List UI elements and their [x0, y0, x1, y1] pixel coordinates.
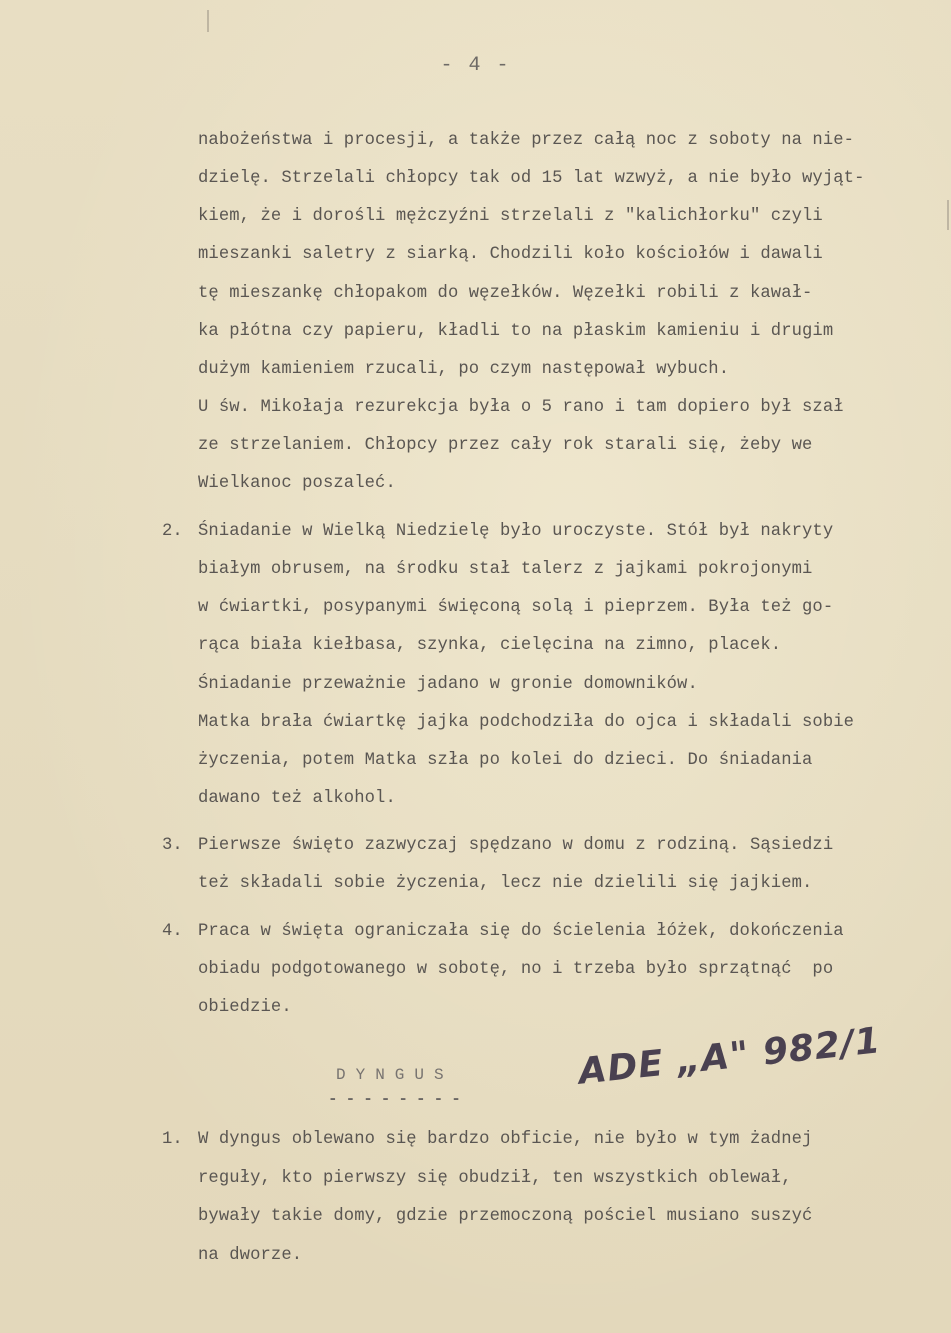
text-line: kiem, że i dorośli mężczyźni strzelali z "kalichłorku" czyli: [198, 207, 823, 226]
text-line: U św. Mikołaja rezurekcja była o 5 rano i tam dopiero był szał: [198, 398, 844, 417]
paper-mark: [207, 10, 209, 32]
text-line: ze strzelaniem. Chłopcy przez cały rok starali się, żeby we: [198, 436, 813, 455]
text-line: Praca w święta ograniczała się do ścielenia łóżek, dokończenia: [198, 922, 844, 941]
text-line: Śniadanie przeważnie jadano w gronie domowników.: [198, 675, 698, 694]
item-number: 4.: [162, 922, 183, 941]
text-line: obiedzie.: [198, 998, 292, 1017]
text-line: Matka brała ćwiartkę jajka podchodziła do ojca i składali sobie: [198, 713, 855, 732]
text-line: życzenia, potem Matka szła po kolei do dzieci. Do śniadania: [198, 751, 813, 770]
text-line: Wielkanoc poszaleć.: [198, 474, 396, 493]
text-line: dzielę. Strzelali chłopcy tak od 15 lat wzwyż, a nie było wyjąt-: [198, 169, 865, 188]
text-line: na dworze.: [198, 1246, 303, 1265]
item-number: 1.: [162, 1130, 183, 1149]
text-line: Śniadanie w Wielką Niedzielę było uroczyste. Stół był nakryty: [198, 522, 834, 541]
text-line: w ćwiartki, posypanymi święconą solą i pieprzem. Była też go-: [198, 598, 834, 617]
text-line: ka płótna czy papieru, kładli to na płaskim kamieniu i drugim: [198, 322, 834, 341]
text-line: dużym kamieniem rzucali, po czym następował wybuch.: [198, 360, 730, 379]
item-number: 2.: [162, 522, 183, 541]
text-line: dawano też alkohol.: [198, 789, 396, 808]
paper-mark: [947, 200, 949, 230]
heading-underline: --------: [328, 1090, 469, 1108]
text-line: bywały takie domy, gdzie przemoczoną pościel musiano suszyć: [198, 1207, 813, 1226]
text-line: W dyngus oblewano się bardzo obficie, nie było w tym żadnej: [198, 1130, 813, 1149]
page-number: - 4 -: [440, 54, 511, 77]
text-line: obiadu podgotowanego w sobotę, no i trzeba było sprzątnąć po: [198, 960, 834, 979]
text-line: nabożeństwa i procesji, a także przez całą noc z soboty na nie-: [198, 131, 855, 150]
text-line: tę mieszankę chłopakom do węzełków. Węzełki robili z kawał-: [198, 284, 813, 303]
section-heading: DYNGUS: [336, 1066, 454, 1084]
text-line: reguły, kto pierwszy się obudził, ten wszystkich oblewał,: [198, 1169, 792, 1188]
text-line: Pierwsze święto zazwyczaj spędzano w domu z rodziną. Sąsiedzi: [198, 836, 834, 855]
item-number: 3.: [162, 836, 183, 855]
text-line: mieszanki saletry z siarką. Chodzili koło kościołów i dawali: [198, 245, 823, 264]
text-line: białym obrusem, na środku stał talerz z jajkami pokrojonymi: [198, 560, 813, 579]
text-line: rąca biała kiełbasa, szynka, cielęcina na zimno, placek.: [198, 636, 782, 655]
text-line: też składali sobie życzenia, lecz nie dzielili się jajkiem.: [198, 874, 813, 893]
archive-signature: ADE „A" 982/1: [576, 1020, 883, 1093]
